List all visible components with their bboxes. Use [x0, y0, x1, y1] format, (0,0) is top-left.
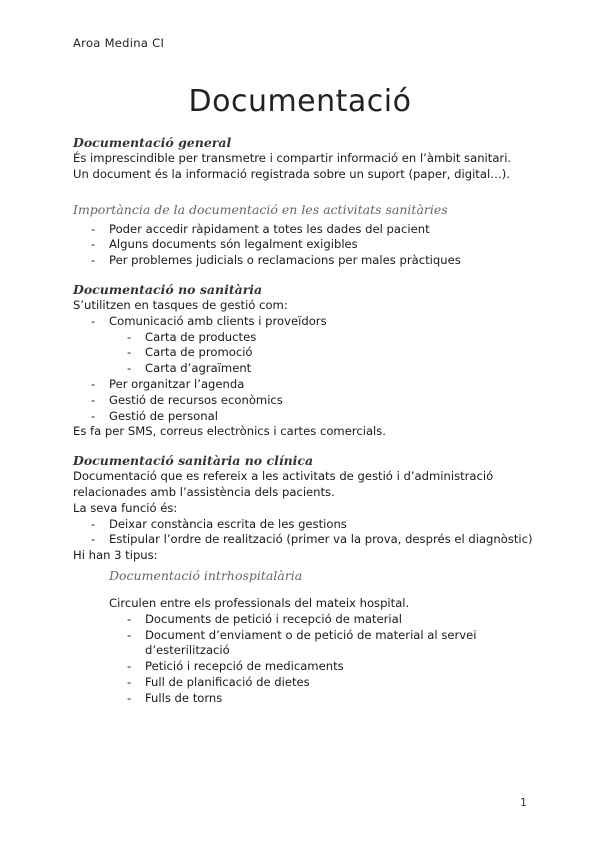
- paragraph: Circulen entre els professionals del mateix hospital.: [109, 595, 410, 610]
- non-sanitary-list: [73, 314, 533, 425]
- list-item: - Alguns documents són legalment exigibles: [91, 237, 358, 252]
- list-item: - Comunicació amb clients i proveïdors: [91, 313, 327, 328]
- paragraph: Es fa per SMS, correus electrònics i cartes comercials.: [73, 424, 386, 439]
- page-number: 1: [520, 796, 527, 809]
- sub-list-item: - Carta de productes: [127, 329, 257, 344]
- heading-sanitary-nonclinical: Documentació sanitària no clínica: [73, 453, 314, 469]
- list-item: - Full de planificació de dietes: [127, 674, 310, 689]
- heading-intrahospital: Documentació intrhospitalària: [109, 567, 303, 583]
- list-item: - Per problemes judicials o reclamacions per males pràctiques: [91, 253, 461, 268]
- intrahospital-list: [73, 612, 533, 707]
- function-list: [73, 517, 533, 549]
- heading-importance: Importància de la documentació en les activitats sanitàries: [73, 201, 448, 217]
- list-item: - Per organitzar l’agenda: [91, 376, 245, 391]
- paragraph: Un document és la informació registrada sobre un suport (paper, digital…).: [73, 166, 510, 181]
- list-item: - Documents de petició i recepció de material: [127, 611, 402, 626]
- heading-general: Documentació general: [73, 135, 232, 150]
- paragraph: S’utilitzen en tasques de gestió com:: [73, 297, 288, 312]
- importance-list: [73, 222, 533, 269]
- list-item: - Gestió de personal: [91, 408, 218, 423]
- paragraph: Hi han 3 tipus:: [73, 548, 158, 563]
- list-item: - Gestió de recursos econòmics: [91, 392, 283, 407]
- sub-list-item: - Carta d’agraïment: [127, 361, 252, 376]
- list-item: - Poder accedir ràpidament a totes les dades del pacient: [91, 221, 430, 236]
- author-header: Aroa Medina CI: [73, 36, 165, 50]
- list-item: - Deixar constància escrita de les gestions: [91, 516, 347, 531]
- list-item: - Estipular l’ordre de realització (primer va la prova, després el diagnòstic): [91, 532, 533, 547]
- list-item: - Document d’enviament o de petició de material al servei d’esterilització: [127, 627, 477, 658]
- list-item: - Petició i recepció de medicaments: [127, 659, 344, 674]
- document-body: [73, 134, 533, 707]
- page-title: Documentació: [188, 84, 412, 119]
- heading-non-sanitary: Documentació no sanitària: [73, 281, 263, 297]
- paragraph: Documentació que es refereix a les activitats de gestió i d’administració relacionades amb l’assistència dels pacients.: [73, 469, 494, 499]
- list-item: - Fulls de torns: [127, 690, 223, 705]
- paragraph: La seva funció és:: [73, 500, 178, 515]
- sub-list-item: - Carta de promoció: [127, 345, 253, 360]
- paragraph: És imprescindible per transmetre i compartir informació en l’àmbit sanitari.: [73, 151, 512, 165]
